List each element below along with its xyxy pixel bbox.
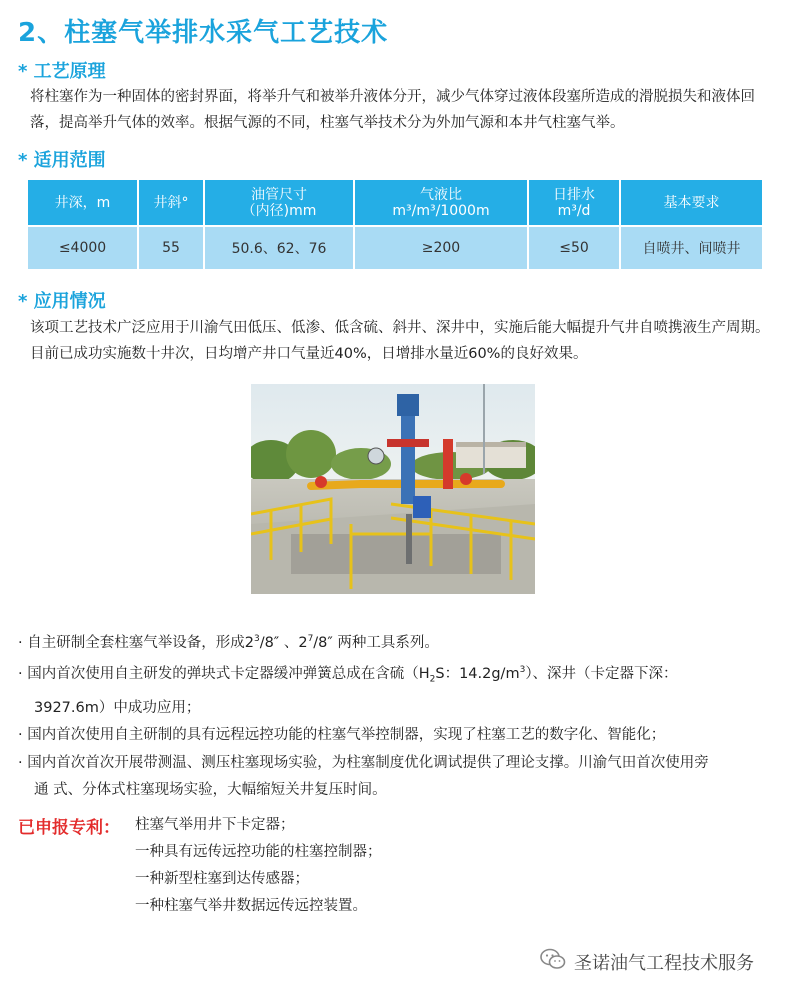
- table-header-row: [28, 180, 762, 226]
- list-item: 一种新型柱塞到达传感器；: [135, 871, 309, 887]
- table-cell: ≤50: [528, 226, 620, 269]
- section-heading-application: * 应用情况: [18, 291, 106, 312]
- list-item: 一种柱塞气举井数据远传远控装置。: [135, 898, 367, 914]
- wellhead-photo: [251, 384, 535, 594]
- table-cell: ≥200: [354, 226, 528, 269]
- table-row: [28, 226, 762, 269]
- achievement-list: [18, 626, 788, 805]
- patents-list: [135, 812, 382, 920]
- list-item: · 自主研制全套柱塞气举设备，形成$2^3/8''$ 、$2^7/8''$ 两种工具系列。: [18, 634, 439, 651]
- watermark: [540, 948, 754, 975]
- list-item: 柱塞气举用井下卡定器；: [135, 817, 295, 833]
- page-title: 2、柱塞气举排水采气工艺技术: [18, 18, 389, 48]
- patents-label: 已申报专利：: [18, 818, 120, 838]
- table-header: 井斜°: [138, 180, 204, 226]
- table-header: 气液比 m³/m³/1000m: [354, 180, 528, 226]
- list-item: · 国内首次首次开展带测温、测压柱塞现场实验，为柱塞制度优化调试提供了理论支撑。川渝气田首次使用旁: [18, 754, 709, 771]
- list-item: 一种具有远传远控功能的柱塞控制器；: [135, 844, 382, 860]
- section-heading-principle: * 工艺原理: [18, 61, 106, 82]
- scope-table: [28, 180, 762, 269]
- table-header: 日排水 m³/d: [528, 180, 620, 226]
- table-header: 油管尺寸 （内径)mm: [204, 180, 354, 226]
- list-item: · 国内首次使用自主研发的弹块式卡定器缓冲弹簧总成在含硫（$H_2S$：$14.2g/m^3$）、深井（卡定器下深：: [18, 665, 678, 686]
- table-cell: 50.6、62、76: [204, 226, 354, 269]
- table-cell: 自喷井、间喷井: [620, 226, 762, 269]
- list-item-continuation: 3927.6m）中成功应用；: [34, 699, 201, 716]
- principle-paragraph: 将柱塞作为一种固体的密封界面，将举升气和被举升液体分开，减少气体穿过液体段塞所造成的滑脱损失和液体回落，提高举升气体的效率。根据气源的不同，柱塞气举技术分为外加气源和本井气柱塞气举。: [30, 89, 755, 131]
- table-header: 井深，m: [28, 180, 138, 226]
- watermark-text: 圣诺油气工程技术服务: [574, 952, 754, 974]
- wechat-icon: [540, 948, 566, 975]
- application-paragraph: 该项工艺技术广泛应用于川渝气田低压、低渗、低含硫、斜井、深井中，实施后能大幅提升气井自喷携液生产周期。目前已成功实施数十井次，日均增产井口气量近40%，日增排水量近60%的良好效果。: [30, 320, 770, 362]
- list-item: · 国内首次使用自主研制的具有远程远控功能的柱塞气举控制器，实现了柱塞工艺的数字化、智能化；: [18, 727, 666, 744]
- table-cell: ≤4000: [28, 226, 138, 269]
- table-header: 基本要求: [620, 180, 762, 226]
- section-heading-scope: * 适用范围: [18, 150, 106, 171]
- table-cell: 55: [138, 226, 204, 269]
- list-item-continuation: 通 式、分体式柱塞现场实验，大幅缩短关井复压时间。: [34, 782, 387, 799]
